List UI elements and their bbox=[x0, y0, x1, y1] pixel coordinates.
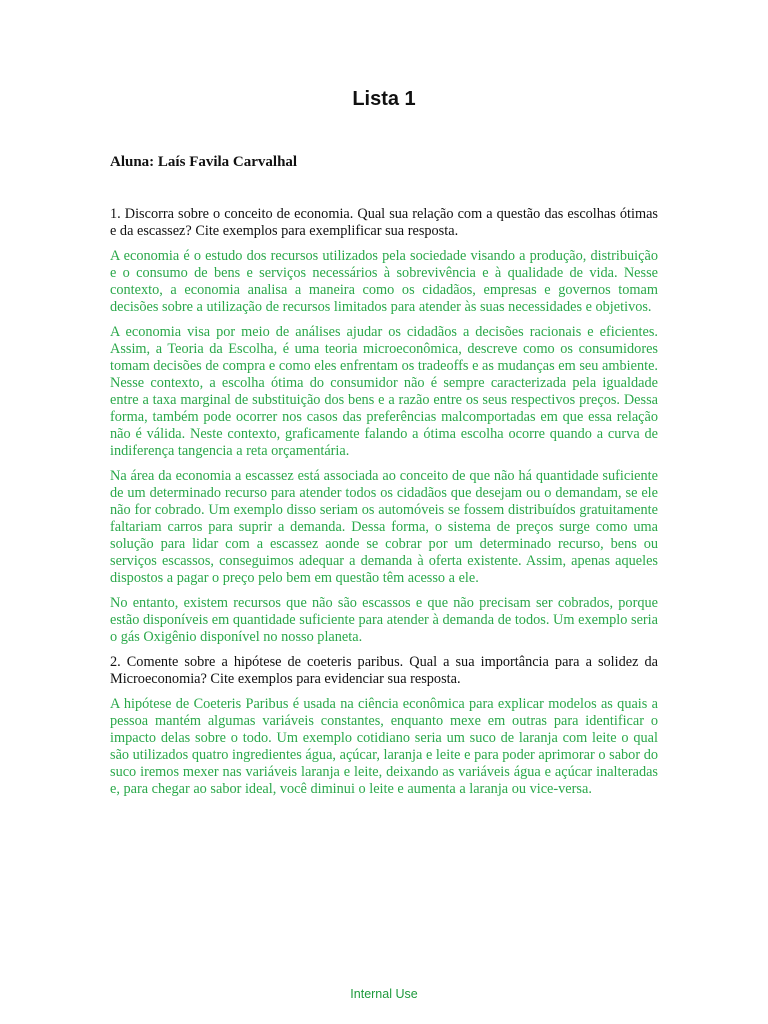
answer-paragraph: Na área da economia a escassez está associada ao conceito de que não há quantidade suficiente de um determinado recurso para atender todos os cidadãos que desejam ou o demandam, se ele não for cobrado. Um exemplo disso seriam os automóveis se fossem distribuídos gratuitamente faltariam carros para suprir a demanda. Dessa forma, o sistema de preços surge como uma solução para lidar com a escassez aonde se cobrar por um determinado recurso, bens ou serviços escassos, conseguimos adequar a demanda à oferta existente. Assim, apenas aqueles dispostos a pagar o preço pelo bem em questão têm acesso a ele. bbox=[110, 468, 658, 586]
student-name: Aluna: Laís Favila Carvalhal bbox=[110, 154, 298, 170]
document-body bbox=[110, 206, 658, 806]
answer-paragraph: A hipótese de Coeteris Paribus é usada na ciência econômica para explicar modelos as quais a pessoa mantém algumas variáveis constantes, enquanto mexe em outras para identificar o impacto delas sobre o todo. Um exemplo cotidiano seria um suco de laranja com leite o qual são utilizados quatro ingredientes água, açúcar, laranja e leite e para poder aprimorar o sabor do suco iremos mexer nas variáveis laranja e leite, deixando as variáveis água e açúcar inalteradas e, para chegar ao sabor ideal, você diminui o leite e aumenta a laranja ou vice-versa. bbox=[110, 696, 658, 797]
footer-classification: Internal Use bbox=[350, 987, 418, 1001]
page-title: Lista 1 bbox=[352, 88, 416, 110]
answer-paragraph: A economia visa por meio de análises ajudar os cidadãos a decisões racionais e eficientes. Assim, a Teoria da Escolha, é uma teoria microeconômica, descreve como os consumidores tomam decisões de compra e como eles enfrentam os tradeoffs e as mudanças em seu ambiente. Nesse contexto, a escolha ótima do consumidor não é sempre caracterizada pela igualdade entre a taxa marginal de substituição dos bens e a razão entre os seus respectivos preços. Dessa forma, também pode ocorrer nos casos das preferências malcomportadas em que essa relação não é válida. Neste contexto, graficamente falando a ótima escolha ocorre quando a curva de indiferença tangencia a reta orçamentária. bbox=[110, 324, 658, 459]
answer-paragraph: No entanto, existem recursos que não são escassos e que não precisam ser cobrados, porque estão disponíveis em quantidade suficiente para atender à demanda de todos. Um exemplo seria o gás Oxigênio disponível no nosso planeta. bbox=[110, 595, 658, 645]
question-2: 2. Comente sobre a hipótese de coeteris paribus. Qual a sua importância para a solidez da Microeconomia? Cite exemplos para evidenciar sua resposta. bbox=[110, 654, 658, 687]
question-1: 1. Discorra sobre o conceito de economia. Qual sua relação com a questão das escolhas ótimas e da escassez? Cite exemplos para exemplificar sua resposta. bbox=[110, 206, 658, 239]
answer-paragraph: A economia é o estudo dos recursos utilizados pela sociedade visando a produção, distribuição e o consumo de bens e serviços necessários à sobrevivência e à qualidade de vida. Nesse contexto, a economia analisa a maneira como os cidadãos, empresas e governos tomam decisões sobre a utilização de recursos limitados para atender às suas necessidades e objetivos. bbox=[110, 248, 658, 315]
